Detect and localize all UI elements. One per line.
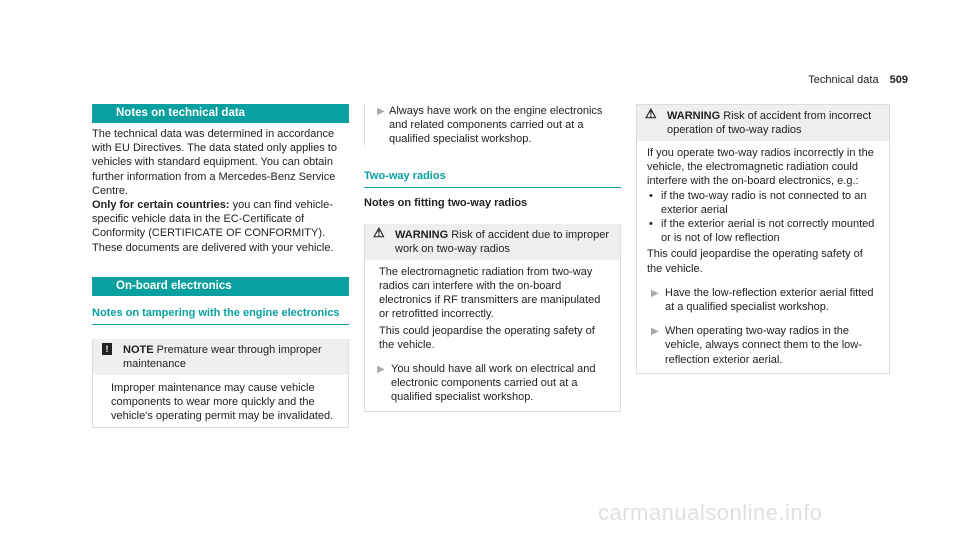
subheading-tampering: Notes on tampering with the engine electronics (92, 306, 340, 319)
page-number: 509 (889, 74, 908, 86)
arrow-icon: ▶ (377, 364, 385, 376)
warning-triangle-icon: ⚠ (645, 106, 657, 121)
list-item (647, 217, 881, 245)
bullet-connect-aerial (637, 314, 889, 373)
warning-paragraph-1: If you operate two-way radios incorrectly in the vehicle, the electromagnetic radiation could interfere with the on-board electronics, e.g.: (647, 147, 874, 188)
note-box (92, 339, 349, 429)
bullet-engine-text: Always have work on the engine electronics and related components carried out at a qualified specialist workshop. (389, 105, 603, 146)
bullet-connect-aerial-text: When operating two-way radios in the vehicle, always connect them to the low-reflection exterior aerial. (665, 325, 862, 366)
list-item-text: if the two-way radio is not connected to an exterior aerial (661, 189, 867, 216)
warning-list (637, 189, 889, 246)
warning-text: Risk of accident from incorrect operation of two-way radios (667, 110, 872, 136)
section-bar-onboard: On-board electronics (92, 277, 349, 296)
bullet-electrical (365, 352, 620, 411)
warning-label: WARNING (395, 228, 449, 241)
column-2 (364, 104, 621, 412)
watermark: carmanualsonline.info (598, 500, 823, 525)
note-icon: ! (102, 343, 112, 355)
section-bar-technical-data: Notes on technical data (92, 104, 349, 123)
bullet-fit-aerial-text: Have the low-reflection exterior aerial fitted at a qualified specialist workshop. (665, 286, 874, 314)
section-two-way-radios: Two-way radios (364, 169, 446, 182)
note-header (93, 339, 348, 375)
section-rule (364, 187, 621, 188)
paragraph-certain-countries (92, 198, 349, 255)
subheading-rule (92, 324, 349, 325)
paragraph-technical-data: The technical data was determined in accordance with EU Directives. The data stated only applies to vehicles with standard equipment. You can obtain further information from a Mercedes-Benz Service Centre. (92, 128, 337, 197)
certain-countries-label: Only for certain countries: (92, 199, 230, 212)
note-body: Improper maintenance may cause vehicle components to wear more quickly and the vehicle's operating permit may be invalidated. (111, 381, 334, 423)
bullet-dot: • (649, 189, 653, 202)
certain-countries-text: you can find vehicle-specific vehicle data in the EC-Certificate of Conformity (CERTIFICATE OF CONFORMITY). These documents are delivered with your vehicle. (92, 199, 334, 254)
arrow-icon: ▶ (377, 106, 385, 117)
warning-box-1 (364, 224, 621, 412)
warning-header (637, 105, 889, 141)
arrow-icon: ▶ (651, 287, 659, 299)
warning-header (365, 224, 620, 260)
warning-text: Risk of accident due to improper work on two-way radios (395, 228, 609, 255)
list-item (647, 189, 881, 217)
warning-paragraph-1: The electromagnetic radiation from two-way radios can interfere with the on-board electronics if RF transmitters are manipulated or retrofitted incorrectly. (379, 265, 601, 321)
warning-label: WARNING (667, 110, 721, 122)
bullet-electrical-text: You should have all work on electrical and electronic components carried out at a qualified specialist workshop. (391, 363, 596, 404)
subheading-fitting: Notes on fitting two-way radios (364, 196, 528, 209)
bullet-fit-aerial (637, 276, 889, 314)
note-label: NOTE (123, 343, 154, 356)
warning-paragraph-2: This could jeopardise the operating safety of the vehicle. (379, 324, 595, 351)
list-item-text: if the exterior aerial is not correctly mounted or is not of low reflection (661, 218, 875, 245)
bullet-engine (364, 104, 621, 147)
column-3 (636, 104, 890, 374)
column-1 (92, 104, 349, 428)
page-header (808, 73, 908, 87)
warning-triangle-icon: ⚠ (373, 224, 385, 240)
bullet-dot: • (649, 218, 653, 231)
note-text: Premature wear through improper maintenance (123, 343, 322, 370)
section-title: Technical data (808, 74, 879, 86)
arrow-icon: ▶ (651, 326, 659, 338)
warning-paragraph-2: This could jeopardise the operating safety of the vehicle. (647, 248, 863, 275)
warning-box-2 (636, 104, 890, 374)
